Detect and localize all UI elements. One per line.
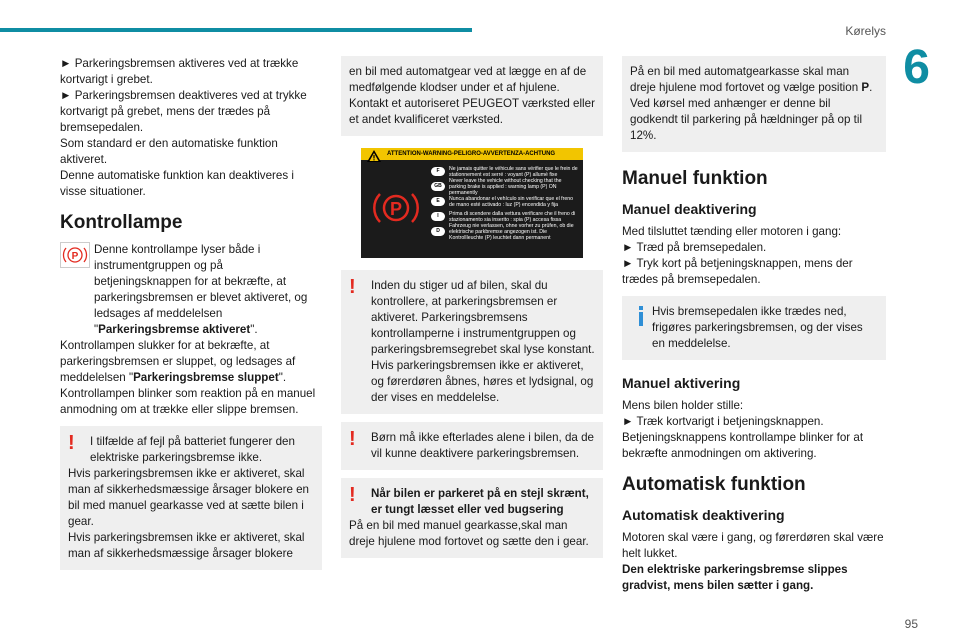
parking-brake-icon [371,188,421,228]
heading-automatisk-deaktivering: Automatisk deaktivering [622,507,785,523]
warning-box: ! Børn må ikke efterlades alene i bilen, da de vil kunne deaktivere parkeringsbremsen. [341,422,603,470]
heading-manuel-funktion: Manuel funktion [622,168,768,189]
heading-automatisk-funktion: Automatisk funktion [622,474,806,495]
chapter-number: 6 [903,41,930,94]
label-row: E Nunca abandonar el vehículo sin verificar que el freno de mano esté activado : luz (P) encendida y fija [431,194,579,209]
info-continuation-box: en bil med automatgear ved at lægge en af de medfølgende klodser under et af hjulene. Kontakt et autoriseret PEUGEOT værksted eller et andet kvalificeret værksted. [341,56,603,136]
paragraph: Kontrollampen blinker som reaktion på en manuel anmodning om at trække eller slippe bremsen. [60,387,316,416]
section-title: Kørelys [845,24,886,38]
heading-manuel-aktivering: Manuel aktivering [622,375,741,391]
info-icon [630,304,652,352]
paragraph: ► Parkeringsbremsen deaktiveres ved at trykke kortvarigt på grebet, mens der trædes på bremsepedalen. [60,89,307,134]
lamp-description [60,242,322,338]
label-row: I Prima di scendere dalla vettura verificare che il freno di stazionamento sia inserito : spia (P) accesa fissa [431,209,579,224]
warning-box: ! Når bilen er parkeret på en stejl skrænt, er tungt læsset eller ved bugsering På en bil med manuel gearkasse,skal man dreje hjulene mod fortovet og sætte den i gear. [341,478,603,558]
warning-exclamation-icon: ! [349,276,356,298]
heading-kontrollampe: Kontrollampe [60,212,183,233]
svg-text:P: P [71,251,79,262]
warning-box: ! Inden du stiger ud af bilen, skal du kontrollere, at parkeringsbremsen er aktiveret. Parkeringsbremsens kontrollamperne i instrumentgruppen og parkeringsbremsegrebet skal lyse konstant. Hvis parkeringsbremsen ikke er aktiveret, og førerdøren åbnes, høres et lydsignal, og der vises en meddelelse. [341,270,603,414]
header-accent-bar [0,28,472,32]
paragraph: Denne automatiske funktion kan deaktiveres i visse situationer. [60,169,294,198]
paragraph: Som standard er den automatiske funktion aktiveret. [60,137,278,166]
warning-exclamation-icon: ! [349,484,356,506]
column-1 [60,56,322,578]
info-box: Hvis bremsepedalen ikke trædes ned, frigøres parkeringsbremsen, og der vises en meddelelse. [622,296,886,360]
label-row: D Fahrzeug nie verlassen, ohne vorher zu prüfen, ob die elektrische parkbremse angezogen ist. Die Kontrollleuchte (P) leuchtet dann permanent [431,224,579,239]
label-row: F Ne jamais quitter le véhicule sans vérifier que le frein de stationnement est serré : voyant (P) allumé fixe [431,164,579,179]
warning-box: ! I tilfælde af fejl på batteriet fungerer den elektriske parkeringsbremse ikke. Hvis parkeringsbremsen ikke er aktiveret, skal man af sikkerhedsmæssige årsager blokere en bil med manuel gearkasse ved at sætte bilen i gear. Hvis parkeringsbremsen ikke er aktiveret, skal man af sikkerhedsmæssige årsager blokere [60,426,322,570]
info-continuation-box: På en bil med automatgearkasse skal man dreje hjulene mod fortovet og vælge position P. Ved kørsel med anhænger er denne bil godkendt til parkering på hældninger på op til 12%. [622,56,886,152]
paragraph: Kontrollampen slukker for at bekræfte, at parkeringsbremsen er sluppet, og ledsages af meddelelsen "Parkeringsbremse sluppet". [60,339,296,384]
paragraph: ► Parkeringsbremsen aktiveres ved at trække kortvarigt i grebet. [60,57,299,86]
label-row: GB Never leave the vehicle without checking that the parking brake is applied : warning lamp (P) ON permanently [431,179,579,194]
column-2 [341,56,603,566]
warning-label-image [361,148,583,258]
page-number: 95 [904,617,918,631]
warning-exclamation-icon: ! [68,432,75,454]
warning-exclamation-icon: ! [349,428,356,450]
parking-brake-warning-icon [60,242,90,268]
label-languages [431,164,579,239]
warning-triangle-icon [367,150,381,162]
lamp-text: Denne kontrollampe lyser både i instrumentgruppen og på betjeningsknappen for at bekræfte, at parkeringsbremsen er blevet aktiveret, og ledsages af meddelelsen "Parkeringsbremse aktiveret". [94,243,308,336]
svg-text:P: P [389,199,403,219]
column-3: På en bil med automatgearkasse skal man dreje hjulene mod fortovet og vælge position P. Ved kørsel med anhænger er denne bil godkendt til parkering på hældninger på op til 12%. Manuel funktion Manuel deaktivering Med tilsluttet tænding eller motoren i gang: ► Træd på bremsepedalen. ► Tryk kort på betjeningsknappen, mens der trædes på bremsepedalen. Hvis bremsepedalen ikke trædes ned, frigøres parkeringsbremsen, og der vises en meddelelse. Manuel aktivering Mens bilen holder stille: ► Træk kortvarigt i betjeningsknappen. Betjeningsknappens kontrollampe blinker for at bekræfte anmodningen om aktivering. Automatisk funktion Automatisk deaktivering Motoren skal være i gang, og førerdøren skal være helt lukket. Den elektriske parkeringsbremse slippes gradvist, mens bilen sætter i gang. [622,56,886,594]
label-header: ATTENTION-WARNING-PELIGRO-AVVERTENZA-ACHTUNG [361,148,583,160]
heading-manuel-deaktivering: Manuel deaktivering [622,201,757,217]
